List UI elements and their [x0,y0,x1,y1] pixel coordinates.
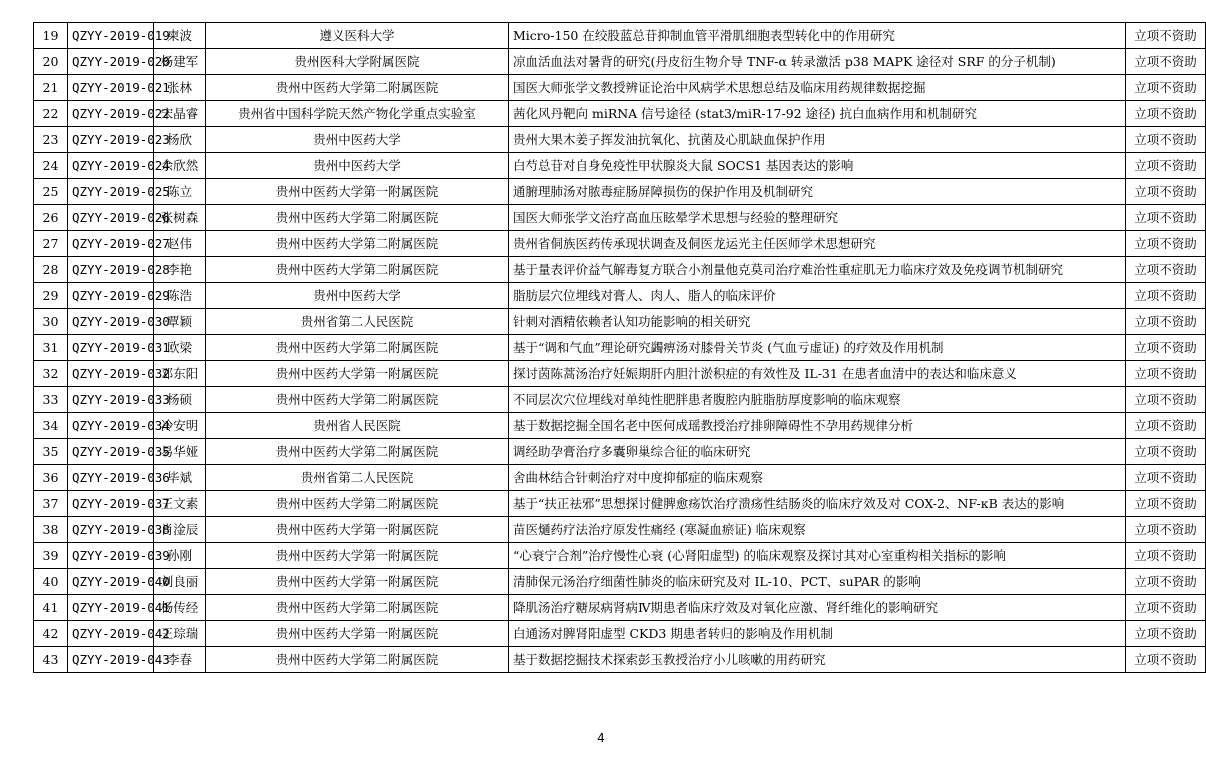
project-title-cell: 清肺保元汤治疗细菌性肺炎的临床研究及对 IL-10、PCT、suPAR 的影响 [509,569,1126,595]
status-cell: 立项不资助 [1126,101,1206,127]
table-row [34,465,1206,491]
project-title-cell: 茜化风丹靶向 miRNA 信号途径 (stat3/miR-17-92 途径) 抗白血病作用和机制研究 [509,101,1126,127]
applicant-name-cell: 王文素 [154,491,206,517]
institution-cell: 贵州中医药大学第二附属医院 [206,231,509,257]
institution-cell: 贵州中医药大学第二附属医院 [206,491,509,517]
status-cell: 立项不资助 [1126,413,1206,439]
row-number-cell: 30 [34,309,68,335]
institution-cell: 贵州中医药大学第二附属医院 [206,647,509,673]
project-id-cell: QZYY-2019-031 [68,335,154,361]
institution-cell: 贵州中医药大学第二附属医院 [206,335,509,361]
applicant-name-cell: 王琮瑞 [154,621,206,647]
applicant-name-cell: 欧梁 [154,335,206,361]
applicant-name-cell: 孙刚 [154,543,206,569]
applicant-name-cell: 冷安明 [154,413,206,439]
applicant-name-cell: 张林 [154,75,206,101]
institution-cell: 贵州省人民医院 [206,413,509,439]
row-number-cell: 25 [34,179,68,205]
table-row [34,439,1206,465]
institution-cell: 贵州中医药大学第二附属医院 [206,257,509,283]
institution-cell: 贵州中医药大学第一附属医院 [206,621,509,647]
institution-cell: 贵州中医药大学第二附属医院 [206,439,509,465]
status-cell: 立项不资助 [1126,491,1206,517]
status-cell: 立项不资助 [1126,543,1206,569]
project-id-cell: QZYY-2019-028 [68,257,154,283]
institution-cell: 贵州省第二人民医院 [206,309,509,335]
applicant-name-cell: 刘良丽 [154,569,206,595]
project-title-cell: 基于“调和气血”理论研究蠲痹汤对膝骨关节炎 (气血亏虚证) 的疗效及作用机制 [509,335,1126,361]
project-id-cell: QZYY-2019-030 [68,309,154,335]
project-title-cell: Micro-150 在绞股蓝总苷抑制血管平滑肌细胞表型转化中的作用研究 [509,23,1126,49]
table-row [34,231,1206,257]
table-row [34,257,1206,283]
table-row [34,621,1206,647]
institution-cell: 贵州中医药大学第一附属医院 [206,517,509,543]
project-title-cell: 通腑理肺汤对脓毒症肠屏障损伤的保护作用及机制研究 [509,179,1126,205]
status-cell: 立项不资助 [1126,647,1206,673]
project-id-cell: QZYY-2019-022 [68,101,154,127]
institution-cell: 贵州省第二人民医院 [206,465,509,491]
table-row [34,543,1206,569]
project-table [33,22,1206,673]
project-id-cell: QZYY-2019-024 [68,153,154,179]
row-number-cell: 33 [34,387,68,413]
applicant-name-cell: 陈立 [154,179,206,205]
status-cell: 立项不资助 [1126,569,1206,595]
applicant-name-cell: 张树森 [154,205,206,231]
institution-cell: 贵州中医药大学 [206,127,509,153]
project-id-cell: QZYY-2019-037 [68,491,154,517]
institution-cell: 贵州中医药大学第一附属医院 [206,543,509,569]
table-row [34,491,1206,517]
project-title-cell: 贵州省侗族医药传承现状调查及侗医龙运光主任医师学术思想研究 [509,231,1126,257]
status-cell: 立项不资助 [1126,205,1206,231]
institution-cell: 贵州中医药大学第一附属医院 [206,179,509,205]
status-cell: 立项不资助 [1126,465,1206,491]
institution-cell: 贵州中医药大学第二附属医院 [206,205,509,231]
applicant-name-cell: 杨欣 [154,127,206,153]
applicant-name-cell: 肖淦辰 [154,517,206,543]
table-row [34,49,1206,75]
project-title-cell: 凉血活血法对暑背的研究(丹皮衍生物介导 TNF-α 转录激活 p38 MAPK 途径对 SRF 的分子机制) [509,49,1126,75]
table-row [34,517,1206,543]
table-row [34,179,1206,205]
status-cell: 立项不资助 [1126,517,1206,543]
status-cell: 立项不资助 [1126,75,1206,101]
project-id-cell: QZYY-2019-021 [68,75,154,101]
institution-cell: 贵州中医药大学第二附属医院 [206,75,509,101]
project-id-cell: QZYY-2019-029 [68,283,154,309]
project-title-cell: 降肌汤治疗糖尿病肾病Ⅳ期患者临床疗效及对氧化应激、肾纤维化的影响研究 [509,595,1126,621]
institution-cell: 遵义医科大学 [206,23,509,49]
row-number-cell: 19 [34,23,68,49]
table-row [34,153,1206,179]
project-id-cell: QZYY-2019-042 [68,621,154,647]
row-number-cell: 29 [34,283,68,309]
status-cell: 立项不资助 [1126,257,1206,283]
institution-cell: 贵州中医药大学 [206,283,509,309]
project-title-cell: “心衰宁合剂”治疗慢性心衰 (心肾阳虚型) 的临床观察及探讨其对心室重构相关指标的影响 [509,543,1126,569]
status-cell: 立项不资助 [1126,127,1206,153]
row-number-cell: 38 [34,517,68,543]
institution-cell: 贵州中医药大学 [206,153,509,179]
project-id-cell: QZYY-2019-036 [68,465,154,491]
table-row [34,595,1206,621]
project-id-cell: QZYY-2019-040 [68,569,154,595]
institution-cell: 贵州中医药大学第二附属医院 [206,595,509,621]
project-title-cell: 探讨茵陈蒿汤治疗妊娠期肝内胆汁淤积症的有效性及 IL-31 在患者血清中的表达和临床意义 [509,361,1126,387]
row-number-cell: 40 [34,569,68,595]
project-id-cell: QZYY-2019-026 [68,205,154,231]
row-number-cell: 35 [34,439,68,465]
row-number-cell: 21 [34,75,68,101]
status-cell: 立项不资助 [1126,335,1206,361]
table-row [34,283,1206,309]
project-table-body [34,23,1206,673]
applicant-name-cell: 赵伟 [154,231,206,257]
project-title-cell: 基于数据挖掘全国名老中医何成瑶教授治疗排卵障碍性不孕用药规律分析 [509,413,1126,439]
project-id-cell: QZYY-2019-020 [68,49,154,75]
applicant-name-cell: 李春 [154,647,206,673]
institution-cell: 贵州中医药大学第二附属医院 [206,387,509,413]
row-number-cell: 32 [34,361,68,387]
project-id-cell: QZYY-2019-043 [68,647,154,673]
applicant-name-cell: 余欣然 [154,153,206,179]
table-row [34,569,1206,595]
project-id-cell: QZYY-2019-025 [68,179,154,205]
project-id-cell: QZYY-2019-035 [68,439,154,465]
row-number-cell: 23 [34,127,68,153]
project-title-cell: 基于数据挖掘技术探索彭玉教授治疗小儿咳嗽的用药研究 [509,647,1126,673]
project-title-cell: 脂肪层穴位埋线对膏人、肉人、脂人的临床评价 [509,283,1126,309]
project-id-cell: QZYY-2019-033 [68,387,154,413]
table-row [34,361,1206,387]
institution-cell: 贵州中医药大学第一附属医院 [206,569,509,595]
project-id-cell: QZYY-2019-032 [68,361,154,387]
applicant-name-cell: 杨硕 [154,387,206,413]
applicant-name-cell: 覃颖 [154,309,206,335]
project-title-cell: 白通汤对脾肾阳虚型 CKD3 期患者转归的影响及作用机制 [509,621,1126,647]
row-number-cell: 24 [34,153,68,179]
status-cell: 立项不资助 [1126,595,1206,621]
table-row [34,413,1206,439]
project-title-cell: 基于量表评价益气解毒复方联合小剂量他克莫司治疗难治性重症肌无力临床疗效及免疫调节机制研究 [509,257,1126,283]
project-title-cell: 国医大师张学文教授辨证论治中风病学术思想总结及临床用药规律数据挖掘 [509,75,1126,101]
row-number-cell: 31 [34,335,68,361]
row-number-cell: 39 [34,543,68,569]
project-id-cell: QZYY-2019-038 [68,517,154,543]
table-row [34,101,1206,127]
row-number-cell: 26 [34,205,68,231]
table-row [34,309,1206,335]
row-number-cell: 37 [34,491,68,517]
row-number-cell: 41 [34,595,68,621]
applicant-name-cell: 李艳 [154,257,206,283]
applicant-name-cell: 陈浩 [154,283,206,309]
status-cell: 立项不资助 [1126,621,1206,647]
applicant-name-cell: 毕斌 [154,465,206,491]
project-title-cell: 白芍总苷对自身免疫性甲状腺炎大鼠 SOCS1 基因表达的影响 [509,153,1126,179]
project-title-cell: 舍曲林结合针刺治疗对中度抑郁症的临床观察 [509,465,1126,491]
applicant-name-cell: 柬波 [154,23,206,49]
status-cell: 立项不资助 [1126,283,1206,309]
status-cell: 立项不资助 [1126,361,1206,387]
project-id-cell: QZYY-2019-027 [68,231,154,257]
status-cell: 立项不资助 [1126,49,1206,75]
row-number-cell: 28 [34,257,68,283]
applicant-name-cell: 易华娅 [154,439,206,465]
project-title-cell: 调经助孕膏治疗多囊卵巢综合征的临床研究 [509,439,1126,465]
applicant-name-cell: 邓东阳 [154,361,206,387]
institution-cell: 贵州省中国科学院天然产物化学重点实验室 [206,101,509,127]
project-id-cell: QZYY-2019-039 [68,543,154,569]
status-cell: 立项不资助 [1126,439,1206,465]
status-cell: 立项不资助 [1126,23,1206,49]
status-cell: 立项不资助 [1126,309,1206,335]
page-number: 4 [597,731,605,745]
institution-cell: 贵州中医药大学第一附属医院 [206,361,509,387]
row-number-cell: 36 [34,465,68,491]
project-title-cell: 苗医熥药疗法治疗原发性痛经 (寒凝血瘀证) 临床观察 [509,517,1126,543]
table-row [34,335,1206,361]
table-row [34,23,1206,49]
project-title-cell: 贵州大果木姜子挥发油抗氧化、抗菌及心肌缺血保护作用 [509,127,1126,153]
table-row [34,127,1206,153]
row-number-cell: 42 [34,621,68,647]
project-title-cell: 基于“扶正祛邪”思想探讨健脾愈疡饮治疗溃疡性结肠炎的临床疗效及对 COX-2、NF-κB 表达的影响 [509,491,1126,517]
institution-cell: 贵州医科大学附属医院 [206,49,509,75]
table-row [34,205,1206,231]
row-number-cell: 43 [34,647,68,673]
status-cell: 立项不资助 [1126,153,1206,179]
status-cell: 立项不资助 [1126,231,1206,257]
row-number-cell: 34 [34,413,68,439]
project-id-cell: QZYY-2019-041 [68,595,154,621]
project-id-cell: QZYY-2019-034 [68,413,154,439]
table-row [34,647,1206,673]
applicant-name-cell: 杨建军 [154,49,206,75]
applicant-name-cell: 杨传经 [154,595,206,621]
project-title-cell: 国医大师张学文治疗高血压眩晕学术思想与经验的整理研究 [509,205,1126,231]
project-id-cell: QZYY-2019-023 [68,127,154,153]
status-cell: 立项不资助 [1126,387,1206,413]
applicant-name-cell: 宋晶睿 [154,101,206,127]
table-row [34,75,1206,101]
row-number-cell: 27 [34,231,68,257]
status-cell: 立项不资助 [1126,179,1206,205]
row-number-cell: 20 [34,49,68,75]
row-number-cell: 22 [34,101,68,127]
project-title-cell: 不同层次穴位埋线对单纯性肥胖患者腹腔内脏脂肪厚度影响的临床观察 [509,387,1126,413]
project-title-cell: 针刺对酒精依赖者认知功能影响的相关研究 [509,309,1126,335]
table-row [34,387,1206,413]
project-id-cell: QZYY-2019-019 [68,23,154,49]
